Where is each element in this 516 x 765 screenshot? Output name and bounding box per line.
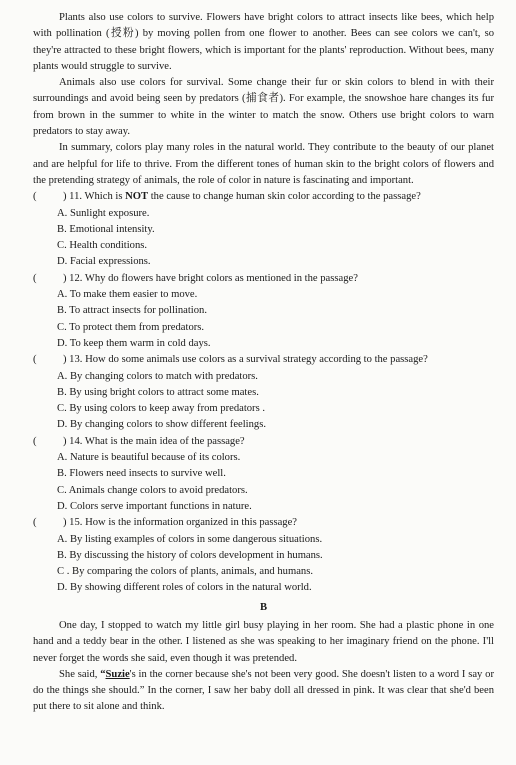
passage-b-paragraph: [33, 667, 494, 716]
question-stem: What is the main idea of the passage?: [84, 435, 245, 447]
quote-mark: “: [100, 668, 106, 680]
options-list: [33, 206, 494, 271]
question-12: [33, 271, 494, 287]
passage-a-paragraph: In summary, colors play many roles in the natural world. They contribute to the beauty of our planet and are helpful for life to thrive. From the different tones of human skin to the bright colors of flowers and the pretending strategy of animals, the role of color in nature is fascinating and important.: [33, 142, 494, 186]
option-d[interactable]: D. By showing different roles of colors in the natural world.: [57, 582, 312, 594]
options-list: [33, 532, 494, 597]
option-a[interactable]: A. Sunlight exposure.: [57, 207, 150, 219]
option-b[interactable]: B. By using bright colors to attract some mates.: [57, 386, 259, 398]
option-d[interactable]: D. By changing colors to show different feelings.: [57, 419, 266, 431]
option-c[interactable]: C . By comparing the colors of plants, animals, and humans.: [57, 566, 313, 578]
question-stem: Which is: [84, 191, 126, 203]
answer-blank[interactable]: (: [33, 272, 37, 284]
option-d[interactable]: D. To keep them warm in cold days.: [57, 337, 211, 349]
question-number: ) 14.: [63, 435, 83, 447]
question-13: [33, 352, 494, 368]
option-a[interactable]: A. Nature is beautiful because of its colors.: [57, 452, 241, 464]
question-stem-emphasis: NOT: [125, 191, 149, 203]
question-number: ) 15.: [63, 517, 83, 529]
character-name: Suzie: [105, 668, 130, 680]
option-d[interactable]: D. Colors serve important functions in nature.: [57, 500, 252, 512]
question-11: [33, 189, 494, 205]
question-stem: How is the information organized in this passage?: [85, 517, 298, 529]
answer-blank[interactable]: (: [33, 191, 37, 203]
options-list: [33, 287, 494, 352]
option-b[interactable]: B. To attract insects for pollination.: [57, 305, 207, 317]
options-list: [33, 369, 494, 434]
question-stem: Why do flowers have bright colors as mentioned in the passage?: [84, 272, 358, 284]
option-c[interactable]: C. Animals change colors to avoid predators.: [57, 484, 248, 496]
option-b[interactable]: B. By discussing the history of colors development in humans.: [57, 549, 323, 561]
passage-a-paragraph: Plants also use colors to survive. Flowers have bright colors to attract insects like bees, which help with pollination (授粉) by moving pollen from one flower to another. Bees can see colors we can't, so they're attracted to these bright flowers, which is important for the plants' reproduction. Without bees, many plants would struggle to survive.: [33, 12, 494, 72]
option-b[interactable]: B. Emotional intensity.: [57, 223, 155, 235]
option-a[interactable]: A. By changing colors to match with predators.: [57, 370, 258, 382]
option-a[interactable]: A. By listing examples of colors in some dangerous situations.: [57, 533, 323, 545]
question-number: ) 13.: [63, 354, 83, 366]
option-c[interactable]: C. To protect them from predators.: [57, 321, 205, 333]
options-list: [33, 450, 494, 515]
text-run: She said,: [59, 668, 101, 680]
passage-a-paragraph: Animals also use colors for survival. Some change their fur or skin colors to blend in with their surroundings and avoid being seen by predators (捕食者). For example, the snowshoe hare changes its fur from brown in the summer to white in the winter to match the snow. Others use bright colors to warn predators to stay away.: [33, 77, 494, 138]
section-heading: B: [259, 601, 268, 613]
option-b[interactable]: B. Flowers need insects to survive well.: [57, 468, 226, 480]
answer-blank[interactable]: (: [33, 435, 37, 447]
option-a[interactable]: A. To make them easier to move.: [57, 289, 198, 301]
text-run: 's in the corner because she's not been very good. She doesn't listen to a word I say or do the things she should.” In the corner, I saw her baby doll all dressed in pink. It was clear that she'd been put there to sit alone and think.: [33, 668, 494, 713]
question-number: ) 11.: [63, 191, 83, 203]
question-14: [33, 434, 494, 450]
option-d[interactable]: D. Facial expressions.: [57, 256, 151, 268]
option-c[interactable]: C. By using colors to keep away from predators .: [57, 403, 266, 415]
answer-blank[interactable]: (: [33, 354, 37, 366]
question-stem: the cause to change human skin color according to the passage?: [148, 191, 421, 203]
answer-blank[interactable]: (: [33, 517, 37, 529]
passage-b-paragraph: One day, I stopped to watch my little girl busy playing in her room. She had a plastic phone in one hand and a teddy bear in the other. I listened as she was speaking to her imaginary friend on the phone. I'll never forget the words she said, even though it was pretended.: [33, 619, 494, 664]
question-number: ) 12.: [63, 272, 83, 284]
question-15: [33, 515, 494, 531]
question-stem: How do some animals use colors as a survival strategy according to the passage?: [85, 354, 428, 366]
option-c[interactable]: C. Health conditions.: [57, 240, 148, 252]
